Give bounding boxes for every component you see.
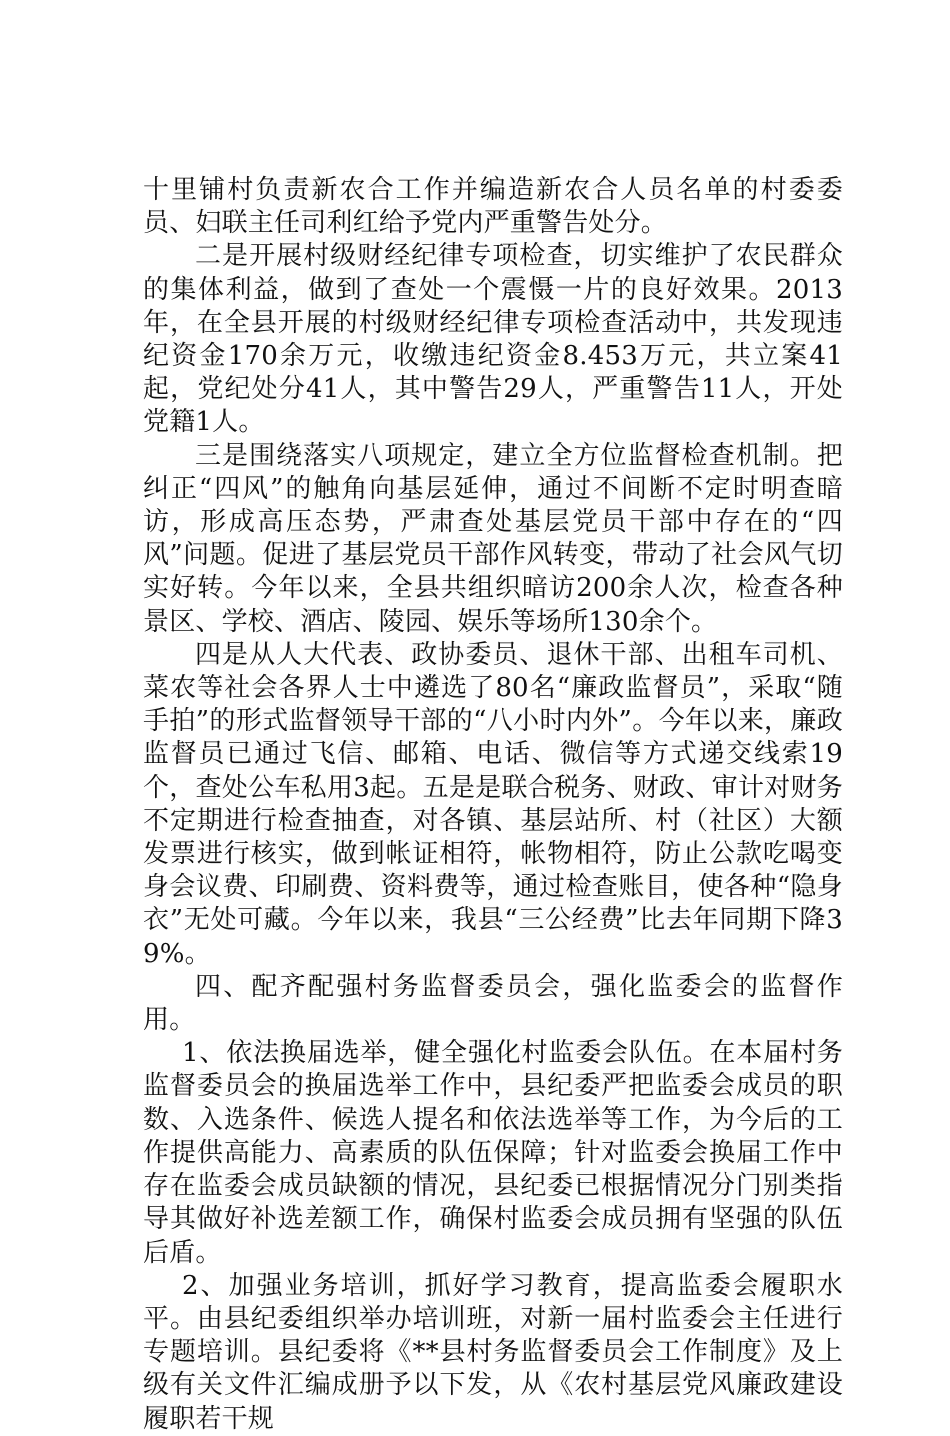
- section-heading-village-supervision: 四、配齐配强村务监督委员会，强化监委会的监督作用。: [143, 971, 843, 1036]
- paragraph-eight-regulations: 三是围绕落实八项规定，建立全方位监督检查机制。把纠正“四风”的触角向基层延伸，通过不间断不定时明查暗访，形成高压态势，严肃查处基层党员干部中存在的“四风”问题。促进了基层党员干部作风转变，带动了社会风气切实好转。今年以来，全县共组织暗访200余人次，检查各种景区、学校、酒店、陵园、娱乐等场所130余个。: [143, 440, 843, 637]
- paragraph-financial-inspection: 二是开展村级财经纪律专项检查，切实维护了农民群众的集体利益，做到了查处一个震慑一片的良好效果。2013年，在全县开展的村级财经纪律专项检查活动中，共发现违纪资金170余万元，收缴违纪资金8.453万元，共立案41起，党纪处分41人，其中警告29人，严重警告11人，开处党籍1人。: [143, 241, 843, 438]
- paragraph-continuation: 十里铺村负责新农合工作并编造新农合人员名单的村委委员、妇联主任司利红给予党内严重警告处分。: [143, 175, 843, 239]
- paragraph-election: 1、依法换届选举，健全强化村监委会队伍。在本届村务监督委员会的换届选举工作中，县纪委严把监委会成员的职数、入选条件、候选人提名和依法选举等工作，为今后的工作提供高能力、高素质的队伍保障；针对监委会换届工作中存在监委会成员缺额的情况，县纪委已根据情况分门别类指导其做好补选差额工作，确保村监委会成员拥有坚强的队伍后盾。: [143, 1038, 843, 1268]
- paragraph-integrity-supervisors: 四是从人大代表、政协委员、退休干部、出租车司机、菜农等社会各界人士中遴选了80名“廉政监督员”，采取“随手拍”的形式监督领导干部的“八小时内外”。今年以来，廉政监督员已通过飞信、邮箱、电话、微信等方式递交线索19个，查处公车私用3起。五是是联合税务、财政、审计对财务不定期进行检查抽查，对各镇、基层站所、村（社区）大额发票进行核实，做到帐证相符，帐物相符，防止公款吃喝变身会议费、印刷费、资料费等，通过检查账目，使各种“隐身衣”无处可藏。今年以来，我县“三公经费”比去年同期下降39%。: [143, 639, 843, 969]
- paragraph-training: 2、加强业务培训，抓好学习教育，提高监委会履职水平。由县纪委组织举办培训班，对新一届村监委会主任进行专题培训。县纪委将《**县村务监督委员会工作制度》及上级有关文件汇编成册予以下发，从《农村基层党风廉政建设履职若干规: [143, 1270, 843, 1434]
- document-body: [143, 174, 843, 1436]
